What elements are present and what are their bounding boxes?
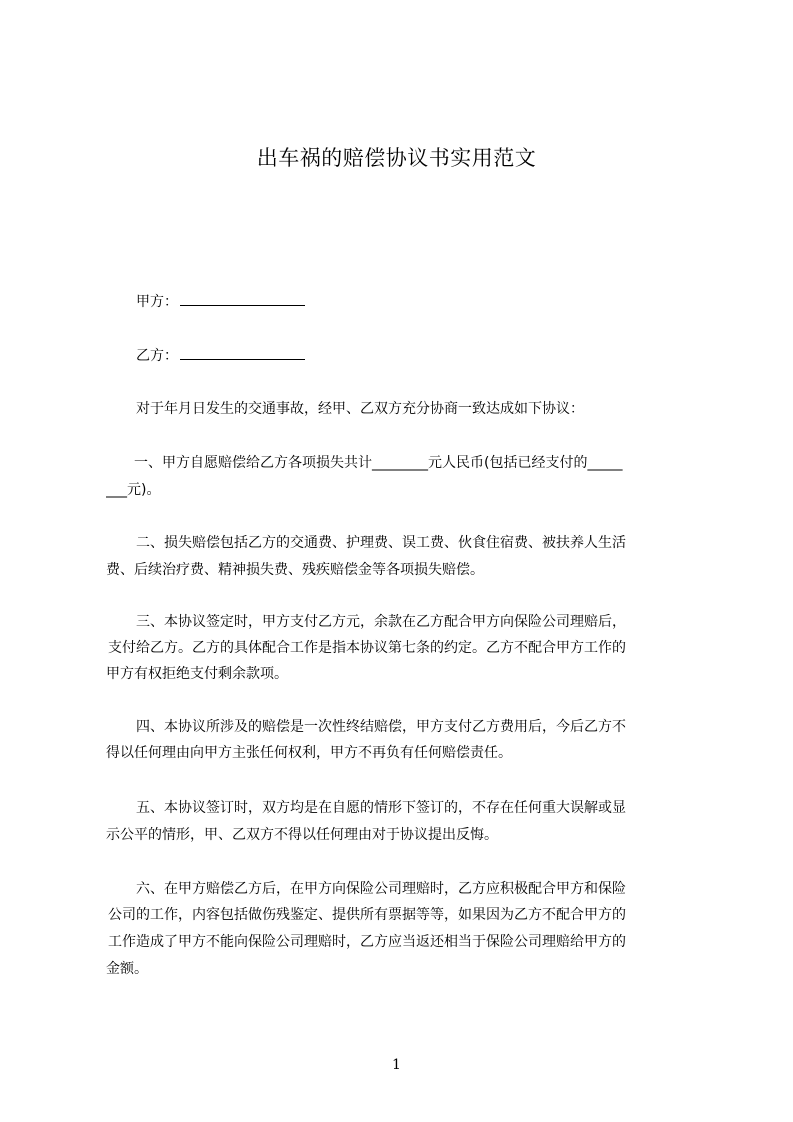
clause-5-line-2: 示公平的情形，甲、乙双方不得以任何理由对于协议提出反悔。 [106,827,498,843]
clause-6-line-3: 工作造成了甲方不能向保险公司理赔时，乙方应当返还相当于保险公司理赔给甲方的 [108,934,626,950]
clause-6-line-1: 六、在甲方赔偿乙方后，在甲方向保险公司理赔时，乙方应积极配合甲方和保险 [136,881,626,897]
party-b-blank [180,345,305,360]
document-title: 出车祸的赔偿协议书实用范文 [256,146,537,170]
clause-4-line-1: 四、本协议所涉及的赔偿是一次性终结赔偿，甲方支付乙方费用后，今后乙方不 [136,719,626,735]
clause-3-line-1: 三、本协议签定时，甲方支付乙方元，余款在乙方配合甲方向保险公司理赔后， [136,614,626,630]
party-a-label: 甲方： [136,294,178,310]
page-number: 1 [392,1057,401,1073]
clause-3-line-2: 支付给乙方。乙方的具体配合工作是指本协议第七条的约定。乙方不配合甲方工作的 [108,640,626,656]
clause-3-line-3: 甲方有权拒绝支付剩余款项。 [106,666,288,682]
clause-2-line-2: 费、后续治疗费、精神损失费、残疾赔偿金等各项损失赔偿。 [106,562,484,578]
intro-paragraph: 对于年月日发生的交通事故，经甲、乙双方充分协商一致达成如下协议： [136,401,584,417]
party-b-label: 乙方： [136,348,178,364]
clause-1-line-2: ___元)。 [106,482,161,498]
party-b-line [136,345,730,366]
clause-4-line-2: 得以任何理由向甲方主张任何权利，甲方不再负有任何赔偿责任。 [106,745,512,761]
party-a-blank [180,291,305,306]
party-a-line [136,291,730,312]
clause-6-line-4: 金额。 [106,961,148,977]
clause-5-line-1: 五、本协议签订时，双方均是在自愿的情形下签订的，不存在任何重大误解或显 [136,800,626,816]
clause-2-line-1: 二、损失赔偿包括乙方的交通费、护理费、误工费、伙食住宿费、被扶养人生活 [136,535,626,551]
clause-6-line-2: 公司的工作，内容包括做伤残鉴定、提供所有票据等等，如果因为乙方不配合甲方的 [108,907,626,923]
clause-1-line-1: 一、甲方自愿赔偿给乙方各项损失共计________元人民币(包括已经支付的_____ [134,455,623,471]
